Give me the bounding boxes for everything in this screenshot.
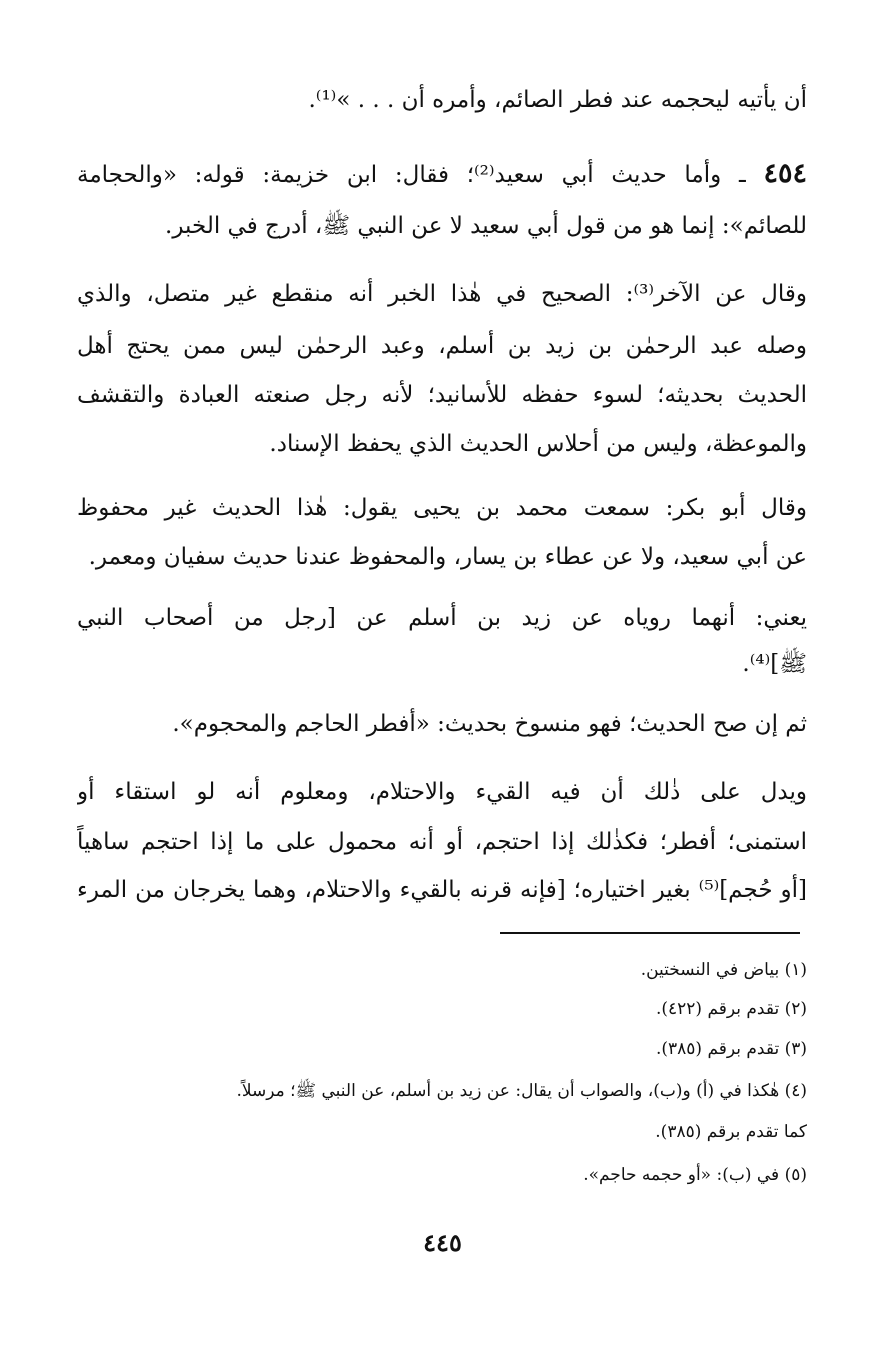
footnote-4-continued: كما تقدم برقم (٣٨٥). (655, 1122, 807, 1142)
footnote-3: (٣) تقدم برقم (٣٨٥). (655, 1039, 807, 1059)
text-line: ﷺ]⁽⁴⁾. (742, 651, 807, 677)
hadith-number: ٤٥٤ (763, 158, 807, 189)
text-line: عن أبي سعيد، ولا عن عطاء بن يسار، والمحفوظ عندنا حديث سفيان ومعمر. (88, 544, 807, 570)
text-line: وقال أبو بكر: سمعت محمد بن يحيى يقول: هٰذا الحديث غير محفوظ (77, 495, 807, 521)
text-line: أن يأتيه ليحجمه عند فطر الصائم، وأمره أن . . . »⁽¹⁾. (308, 87, 807, 113)
text-line: يعني: أنهما روياه عن زيد بن أسلم عن [رجل من أصحاب النبي (77, 605, 807, 631)
text-line: الحديث بحديثه؛ لسوء حفظه للأسانيد؛ لأنه رجل صنعته العبادة والتقشف (77, 382, 807, 408)
footnote-1: (١) بياض في النسختين. (640, 960, 807, 980)
footnote-2: (٢) تقدم برقم (٤٢٢). (655, 999, 807, 1019)
text-span: ـ وأما حديث أبي سعيد⁽²⁾؛ فقال: ابن خزيمة: قوله: «والحجامة (77, 162, 764, 188)
page-number: ٤٤٥ (423, 1228, 462, 1257)
text-line: ويدل على ذٰلك أن فيه القيء والاحتلام، ومعلوم أنه لو استقاء أو (77, 779, 807, 805)
footnote-5: (٥) في (ب): «أو حجمه حاجم». (583, 1165, 807, 1185)
text-line: للصائم»: إنما هو من قول أبي سعيد لا عن النبي ﷺ، أدرج في الخبر. (165, 213, 807, 239)
text-line: استمنى؛ أفطر؛ فكذٰلك إذا احتجم، أو أنه محمول على ما إذا احتجم ساهياً (77, 829, 807, 855)
text-line: وقال عن الآخر⁽³⁾: الصحيح في هٰذا الخبر أنه منقطع غير متصل، والذي (77, 281, 807, 307)
text-line: ثم إن صح الحديث؛ فهو منسوخ بحديث: «أفطر الحاجم والمحجوم». (172, 711, 807, 737)
text-line: وصله عبد الرحمٰن بن زيد بن أسلم، وعبد الرحمٰن ليس ممن يحتج أهل (77, 333, 807, 359)
footnote-4: (٤) هٰكذا في (أ) و(ب)، والصواب أن يقال: عن زيد بن أسلم، عن النبي ﷺ؛ مرسلاً. (236, 1081, 807, 1101)
footnote-separator (500, 932, 800, 934)
text-line: والموعظة، وليس من أحلاس الحديث الذي يحفظ الإسناد. (269, 431, 807, 457)
text-line: [أو حُجم]⁽⁵⁾ بغير اختياره؛ [فإنه قرنه بالقيء والاحتلام، وهما يخرجان من المرء (77, 877, 807, 903)
paragraph-454-line-1 (77, 154, 807, 194)
